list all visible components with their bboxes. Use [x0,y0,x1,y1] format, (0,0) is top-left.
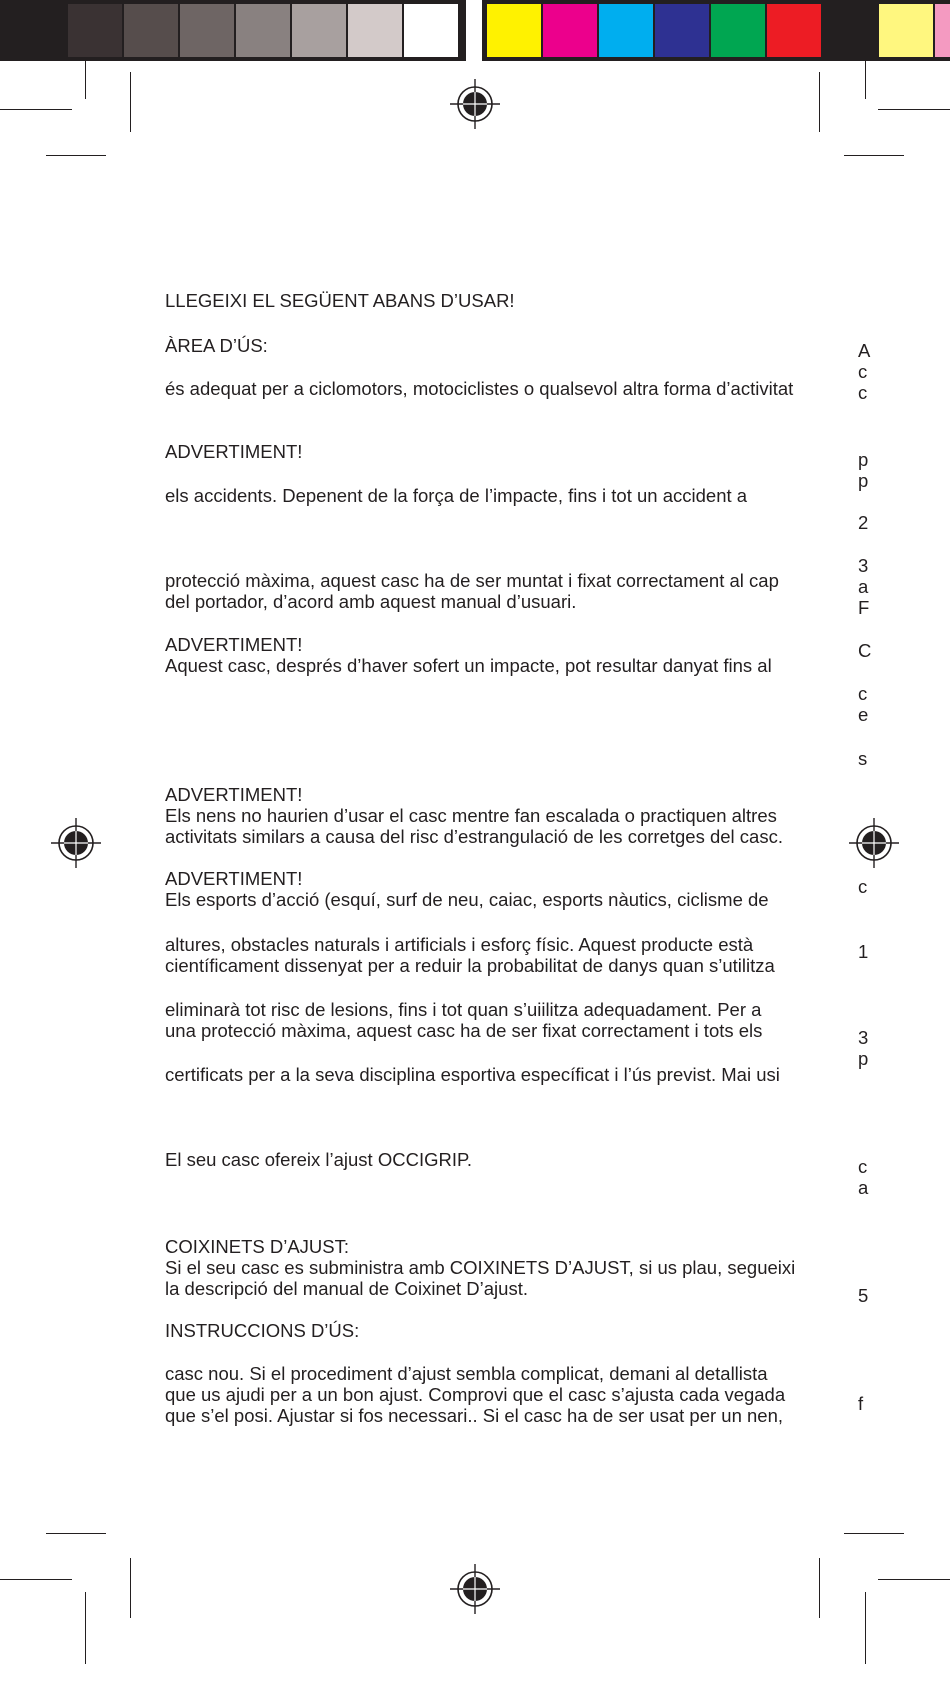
adjacent-page-fragment: 3 [858,555,869,576]
crop-mark [85,1592,86,1664]
color-swatch [767,4,821,57]
color-swatch [711,4,765,57]
gray-swatch [180,4,234,57]
paragraph: eliminarà tot risc de lesions, fins i tot quan s’uiilitza adequadament. Per a una protecció màxima, aquest casc ha de ser fixat correctament i tots els [165,999,763,1041]
color-swatch [487,4,541,57]
crop-mark [878,109,950,110]
gray-swatch [236,4,290,57]
crop-mark [865,61,866,99]
crop-mark [819,1558,820,1618]
color-swatch [599,4,653,57]
adjacent-page-fragment: c [858,683,868,704]
crop-mark [130,72,131,132]
paragraph: certificats per a la seva disciplina esportiva especíﬁcat i l’ús previst. Mai usi [165,1064,780,1085]
registration-mark-icon [849,818,899,868]
paragraph: altures, obstacles naturals i artificials i esforç físic. Aquest producte està científicament dissenyat per a reduir la probabilitat de danys quan s’utilitza [165,934,775,976]
gray-swatch [404,4,458,57]
adjacent-page-fragment: e [858,704,869,725]
heading-instructions: INSTRUCCIONS D’ÚS: [165,1320,360,1341]
gray-swatch [292,4,346,57]
paragraph: és adequat per a ciclomotors, motociclistes o qualsevol altra forma d’activitat [165,378,794,399]
gray-swatch [12,4,66,57]
adjacent-page-fragment: c [858,361,868,382]
paragraph: El seu casc ofereix l’ajust OCCIGRIP. [165,1149,473,1170]
adjacent-page-fragment: 2 [858,512,869,533]
color-swatch [823,4,877,57]
adjacent-page-fragment: c [858,382,868,403]
warning-block: ADVERTIMENT! Els esports d’acció (esquí, surf de neu, caiac, esports nàutics, ciclisme de [165,868,769,910]
adjacent-page-fragment: 3 [858,1027,869,1048]
adjacent-page-fragment: c [858,1156,868,1177]
heading-area-of-use: ÀREA D’ÚS: [165,335,268,356]
crop-mark [844,1533,904,1534]
adjacent-page-fragment: c [858,876,868,897]
adjacent-page-fragment: s [858,748,868,769]
adjacent-page-fragment: p [858,470,869,491]
adjacent-page-fragment: f [858,1393,864,1414]
paragraph: protecció màxima, aquest casc ha de ser muntat i fixat correctament al cap del portador, d’acord amb aquest manual d’usuari. [165,570,779,612]
paragraph: els accidents. Depenent de la força de l’impacte, fins i tot un accident a [165,485,748,506]
heading-read-first: LLEGEIXI EL SEGÜENT ABANS D’USAR! [165,290,515,311]
crop-mark [865,1592,866,1664]
crop-mark [0,1579,72,1580]
fitting-pads-block: COIXINETS D’AJUST: Si el seu casc es subministra amb COIXINETS D’AJUST, si us plau, segueixi la descripció del manual de Coixinet D’ajust. [165,1236,796,1299]
crop-mark [46,1533,106,1534]
crop-mark [85,61,86,99]
adjacent-page-fragment: p [858,1048,869,1069]
crop-mark [130,1558,131,1618]
registration-mark-icon [450,1564,500,1614]
warning-block: ADVERTIMENT! Aquest casc, després d’haver sofert un impacte, pot resultar danyat fins al [165,634,772,676]
gray-swatch [68,4,122,57]
crop-mark [819,72,820,132]
crop-mark [878,1579,950,1580]
adjacent-page-fragment: F [858,597,870,618]
color-swatch [543,4,597,57]
paragraph: casc nou. Si el procediment d’ajust sembla complicat, demani al detallista que us ajudi per a un bon ajust. Comprovi que el casc s’ajusta cada vegada que s’el posi. Ajustar si fos necessari.. Si el casc ha de ser usat per un nen, [165,1363,786,1426]
crop-mark [0,109,72,110]
adjacent-page-fragment: a [858,576,869,597]
warning-block: ADVERTIMENT! Els nens no haurien d’usar el casc mentre fan escalada o practiquen altres activitats similars a causa del risc d’estrangulació de les corretges del casc. [165,784,783,847]
warning-heading: ADVERTIMENT! [165,441,303,462]
adjacent-page-fragment: 5 [858,1285,869,1306]
color-swatch [935,4,950,57]
registration-mark-icon [51,818,101,868]
adjacent-page-fragment: p [858,449,869,470]
gray-swatch [348,4,402,57]
gray-swatch [124,4,178,57]
color-swatch [879,4,933,57]
adjacent-page-fragment: C [858,640,872,661]
crop-mark [46,155,106,156]
crop-mark [844,155,904,156]
adjacent-page-fragment: 1 [858,941,869,962]
adjacent-page-fragment: a [858,1177,869,1198]
registration-mark-icon [450,79,500,129]
adjacent-page-fragment: A [858,340,871,361]
color-swatch [655,4,709,57]
